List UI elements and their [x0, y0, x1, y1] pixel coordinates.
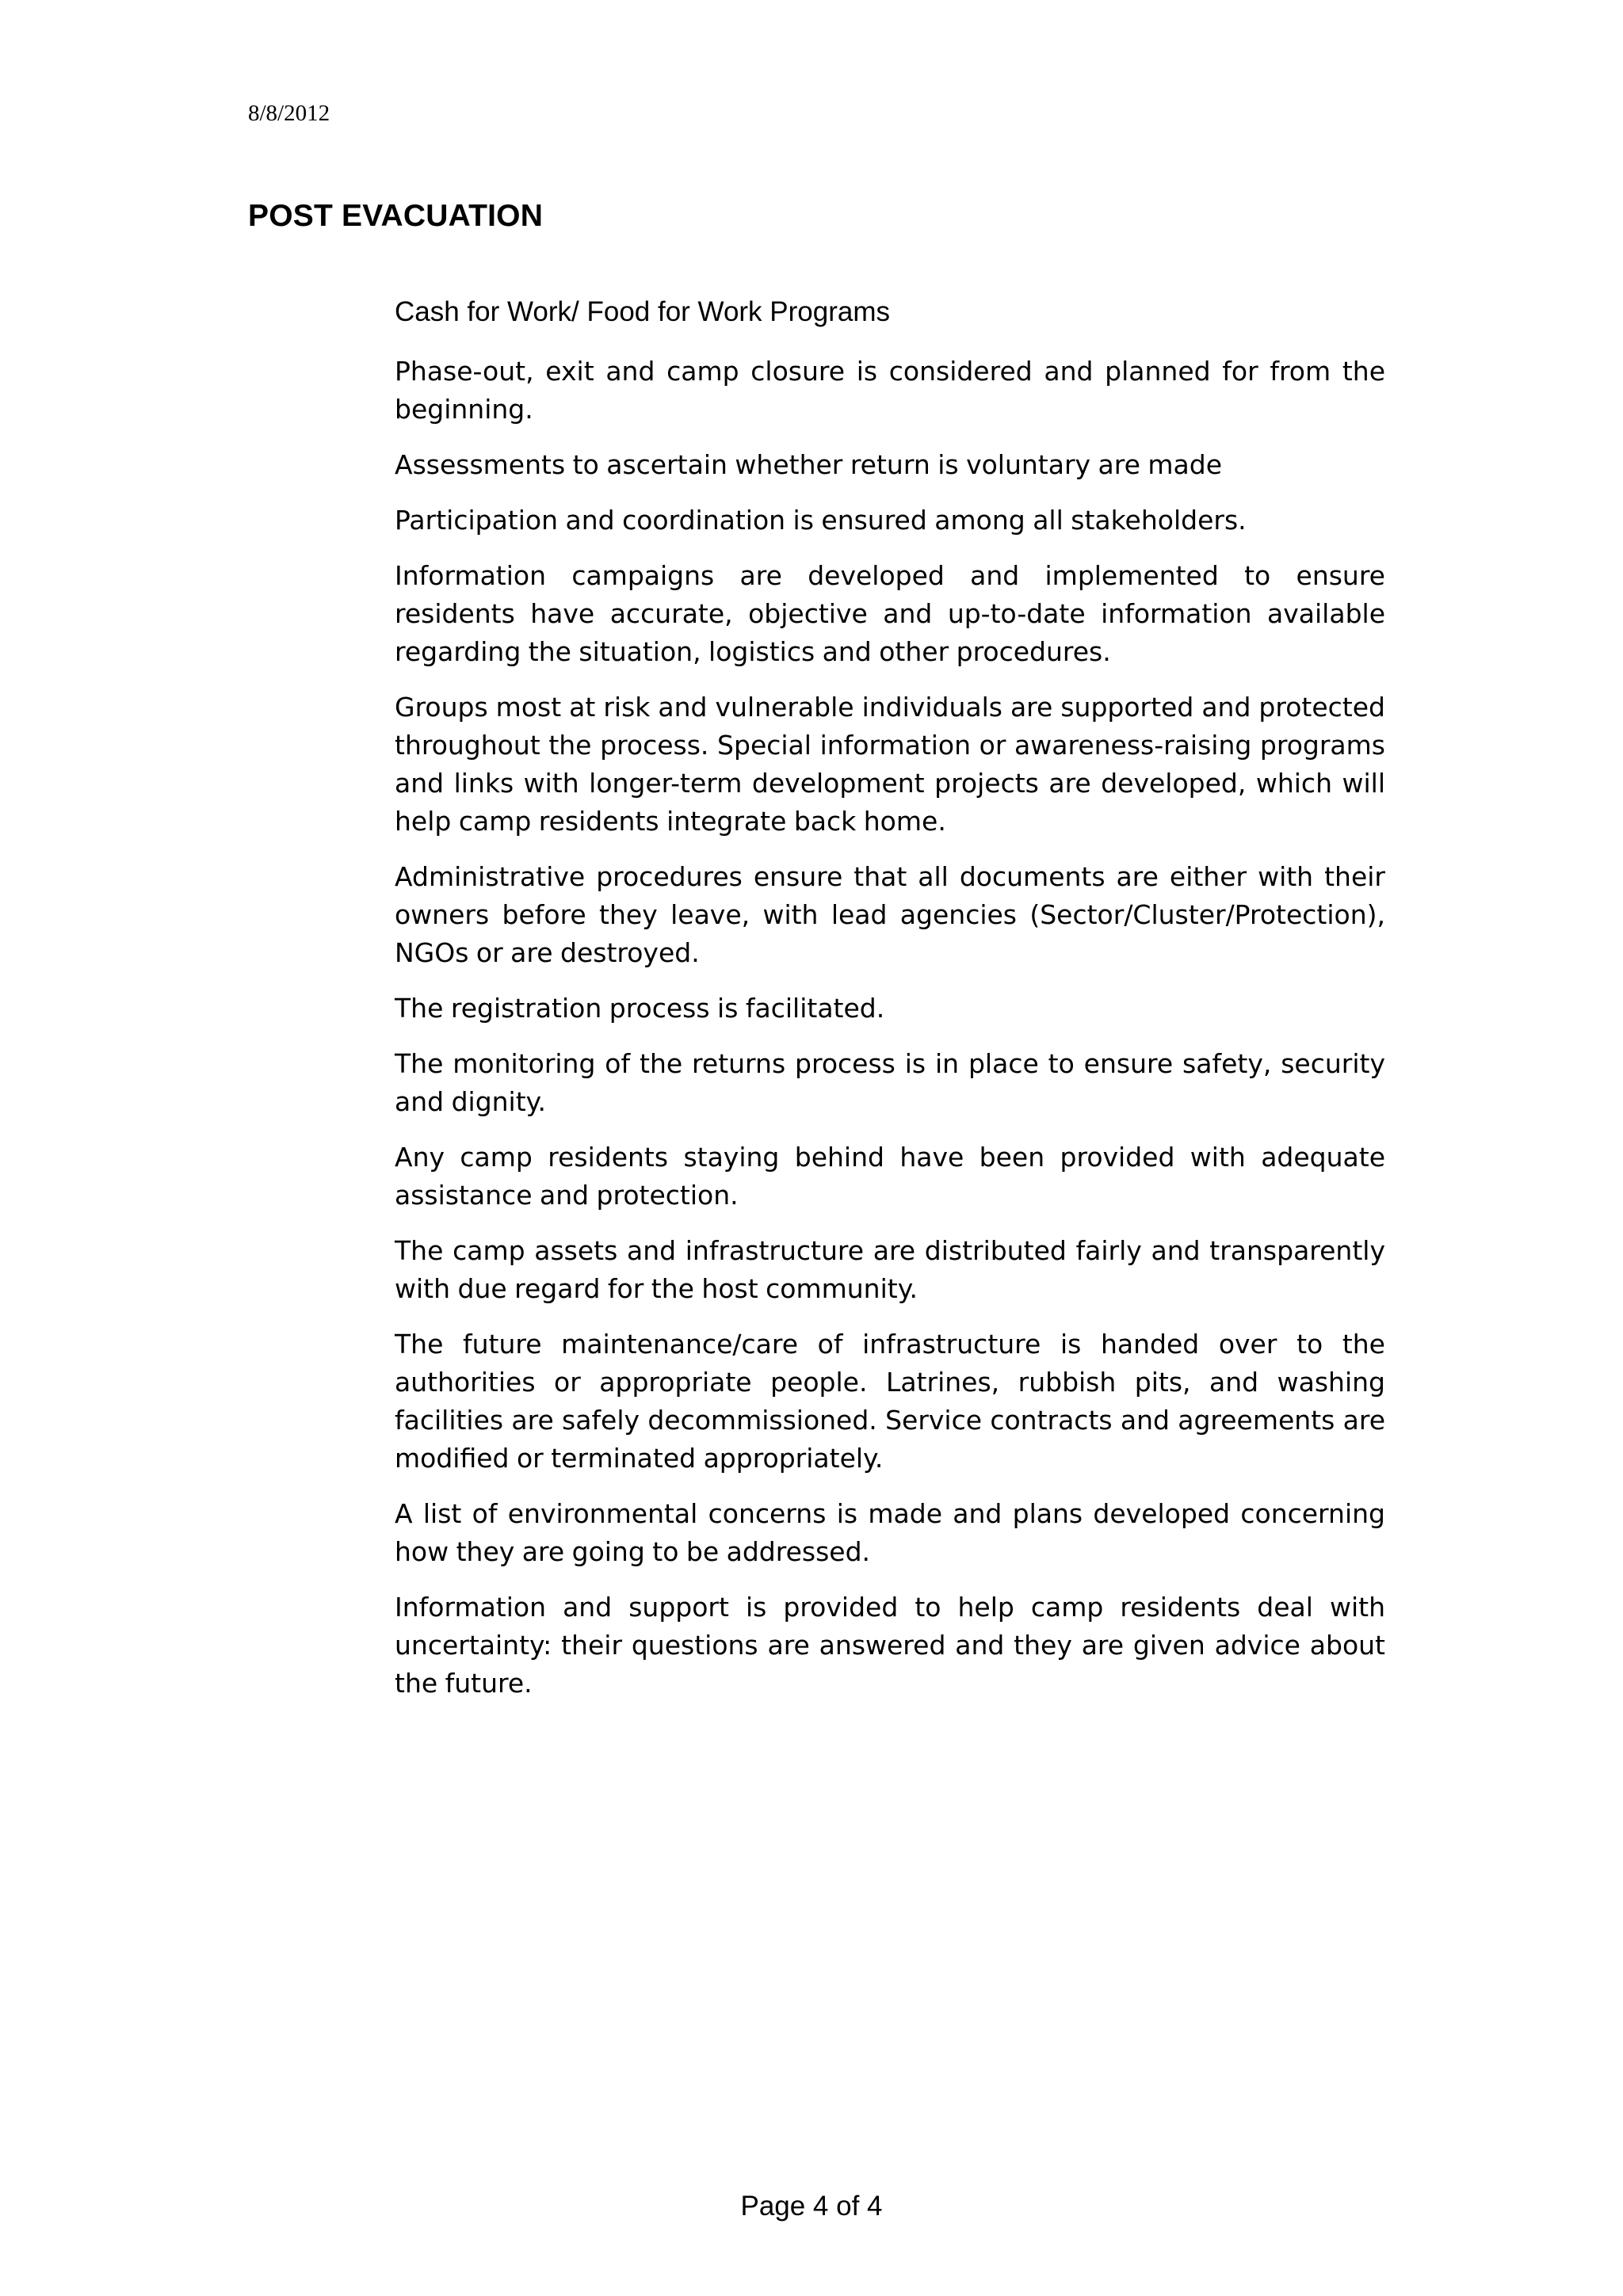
checklist-item: The camp assets and infrastructure are distributed fairly and transparently with due regard for the host community.: [395, 1235, 1385, 1304]
checklist-item: Information and support is provided to help camp residents deal with uncertainty: their questions are answered and they are given advice about the future.: [395, 1592, 1385, 1699]
page-number: Page 4 of 4: [740, 2191, 883, 2222]
checklist-item: Groups most at risk and vulnerable individuals are supported and protected throughout the process. Special information or awareness-raising programs and links with longer-term development projects are developed, which will help camp residents integrate back home.: [395, 692, 1385, 837]
checklist-item: Participation and coordination is ensured among all stakeholders.: [395, 505, 1247, 536]
checklist-item: Assessments to ascertain whether return is voluntary are made: [395, 449, 1223, 480]
checklist-item: Phase-out, exit and camp closure is considered and planned for from the beginning.: [395, 356, 1385, 425]
checklist-items: [395, 353, 1385, 1720]
checklist-item: Any camp residents staying behind have been provided with adequate assistance and protection.: [395, 1142, 1385, 1211]
section-subtitle: Cash for Work/ Food for Work Programs: [395, 296, 890, 327]
section-title: POST EVACUATION: [248, 199, 544, 233]
checklist-item: Information campaigns are developed and implemented to ensure residents have accurate, objective and up-to-date information available regarding the situation, logistics and other procedures.: [395, 560, 1385, 667]
checklist-item: The registration process is facilitated.: [395, 993, 885, 1024]
checklist-item: Administrative procedures ensure that all documents are either with their owners before they leave, with lead agencies (Sector/Cluster/Protection), NGOs or are destroyed.: [395, 861, 1385, 968]
header-date: 8/8/2012: [248, 101, 330, 126]
checklist-item: A list of environmental concerns is made and plans developed concerning how they are going to be addressed.: [395, 1498, 1385, 1567]
checklist-item: The monitoring of the returns process is in place to ensure safety, security and dignity.: [395, 1048, 1385, 1117]
checklist-item: The future maintenance/care of infrastructure is handed over to the authorities or appropriate people. Latrines, rubbish pits, and washing facilities are safely decommissioned. Service contracts and agreements are modified or terminated appropriately.: [395, 1329, 1385, 1474]
